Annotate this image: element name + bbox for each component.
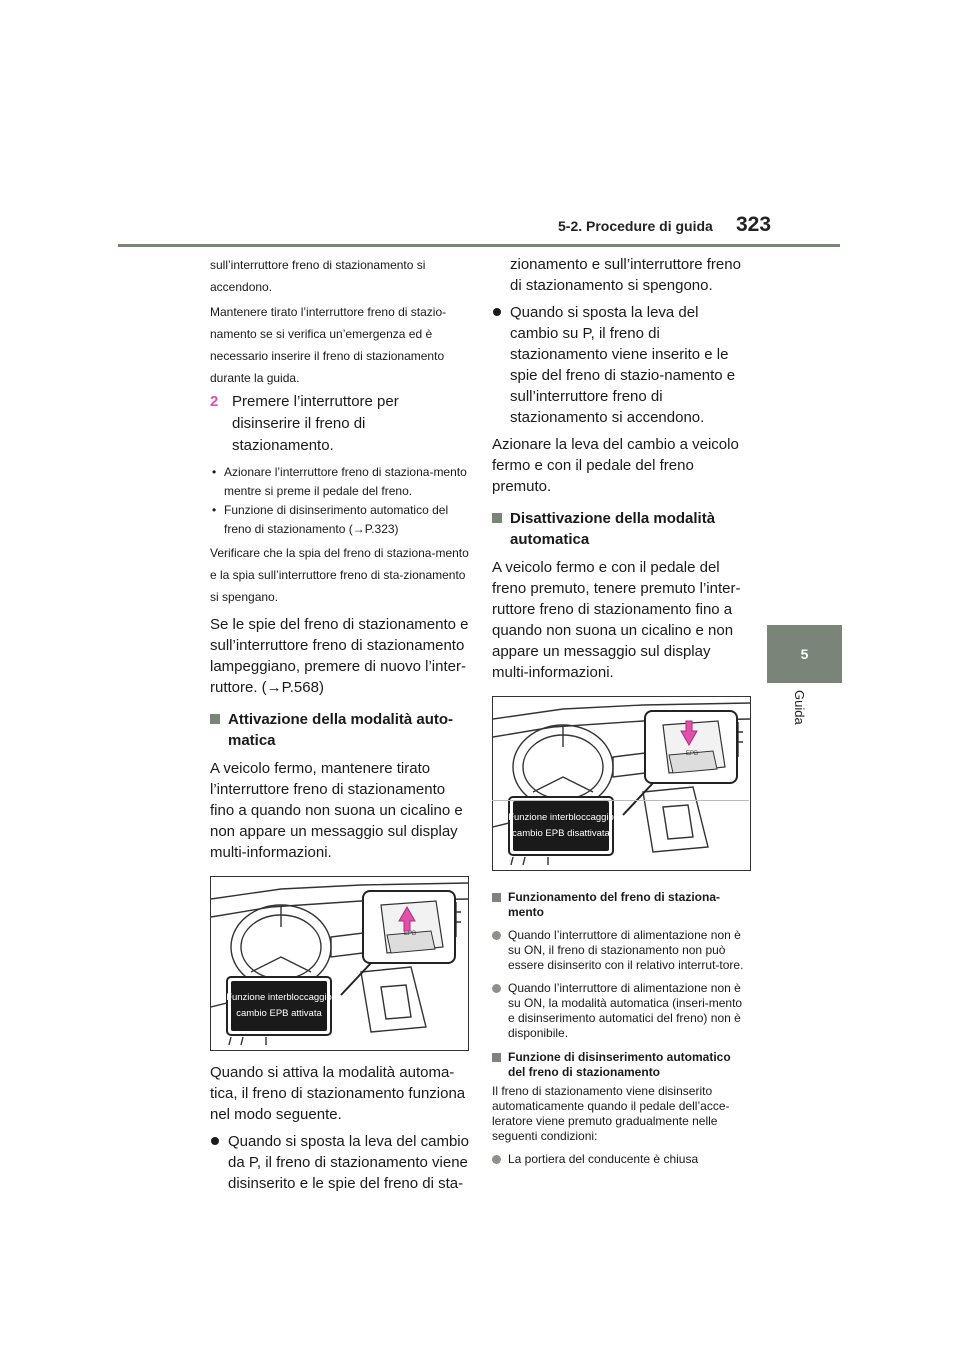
continued-text: zionamento e sull’interruttore freno di stazionamento si spengono.	[510, 256, 741, 294]
figure-message-line1: Funzione interbloccaggio	[508, 812, 614, 823]
round-bullet-icon	[492, 984, 501, 993]
note-text-2: Il freno di stazionamento viene disinserito automaticamente quando il pedale dell’acce-leratore viene premuto gradualmente nelle seguenti condizioni:	[492, 1084, 730, 1143]
operate-text: Azionare la leva del cambio a veicolo fermo e con il pedale del freno premuto.	[492, 436, 739, 495]
square-icon	[492, 513, 502, 523]
section-title: 5-2. Procedure di guida	[558, 218, 713, 234]
figure-message-line2: cambio EPB disattivata	[512, 828, 610, 839]
left-column	[210, 254, 470, 1194]
square-icon	[492, 1053, 501, 1062]
bullet-release-text: Quando si sposta la leva del cambio da P, il freno di stazionamento viene disinserito e le spie del freno di sta-	[228, 1133, 469, 1192]
round-bullet-icon	[211, 1137, 219, 1145]
activation-text: A veicolo fermo, mantenere tirato l’interruttore freno di stazionamento fino a quando non suona un cicalino e non appare un messaggio sul display multi-informazioni.	[210, 760, 463, 861]
bullet-engage	[492, 302, 750, 428]
square-icon	[492, 893, 501, 902]
note-bullet-1-text: Quando l’interruttore di alimentazione non è su ON, il freno di stazionamento non può essere disinserito con il relativo interrut-tore.	[508, 928, 744, 972]
heading-activation-text: Attivazione della modalità auto-matica	[228, 711, 454, 749]
note-heading-1-text: Funzionamento del freno di staziona-mento	[508, 890, 721, 919]
note-heading-2	[492, 1050, 750, 1080]
note-bullet-3	[492, 1152, 750, 1167]
step-number: 2	[210, 393, 219, 410]
figure-message-line2: cambio EPB attivata	[236, 1008, 322, 1019]
chapter-tab[interactable]	[767, 625, 842, 683]
intro-text-2: Mantenere tirato l’interruttore freno di stazio-namento se si verifica un’emergenza ed è necessario inserire il freno di stazionamento durante la guida.	[210, 305, 447, 385]
step-text: Premere l’interruttore per disinserire il freno di stazionamento.	[232, 393, 399, 454]
heading-deactivation-text: Disattivazione della modalità automatica	[510, 510, 716, 548]
step-bullet-2: • Funzione di disinserimento automatico del freno di stazionamento (→P.323)	[210, 501, 470, 539]
epb-label: EPB	[686, 751, 699, 757]
note-bullet-2-text: Quando l’interruttore di alimentazione non è su ON, la modalità automatica (inseri-mento e disinserimento automatici del freno) non è disponibile.	[508, 981, 743, 1040]
heading-activation	[210, 709, 470, 751]
chapter-label: Guida	[792, 690, 807, 725]
square-icon	[210, 714, 220, 724]
verify-text: Verificare che la spia del freno di staziona-mento e la spia sull’interruttore freno di sta-zionamento si spengano.	[210, 546, 469, 604]
after-figure-text: Quando si attiva la modalità automa-tica, il freno di stazionamento funziona nel modo seguente.	[210, 1064, 466, 1123]
round-bullet-icon	[493, 308, 501, 316]
heading-deactivation	[492, 508, 750, 550]
dashboard-illustration-icon	[493, 697, 750, 870]
note-heading-1	[492, 890, 750, 920]
note-bullet-3-text: La portiera del conducente è chiusa	[508, 1152, 699, 1166]
figure-message-line1: Funzione interbloccaggio	[226, 992, 332, 1003]
header-rule	[118, 244, 840, 247]
round-bullet-icon	[492, 1155, 501, 1164]
deactivation-text: A veicolo fermo e con il pedale del freno premuto, tenere premuto l’inter-ruttore freno di stazionamento fino a quando non suona un cicalino e non appare un messaggio sul display multi-informazioni.	[492, 559, 741, 681]
figure-epb-deactivated	[492, 696, 751, 871]
intro-text-1: sull’interruttore freno di stazionamento si accendono.	[210, 258, 426, 294]
flash-text: Se le spie del freno di stazionamento e sull’interruttore freno di stazionamento lampeggiano, premere di nuovo l’inter-ruttore. (→P.568)	[210, 616, 469, 696]
bullet-engage-text: Quando si sposta la leva del cambio su P, il freno di stazionamento viene inserito e le spie del freno di stazio-namento e sull’interruttore freno di stazionamento si accendono.	[510, 304, 736, 426]
epb-label: EPB	[404, 931, 417, 937]
step-bullet-1: • Azionare l’interruttore freno di staziona-mento mentre si preme il pedale del freno.	[210, 463, 470, 501]
dashboard-illustration-icon	[211, 877, 468, 1050]
figure-epb-activated	[210, 876, 469, 1051]
section-divider	[492, 800, 749, 801]
round-bullet-icon	[492, 931, 501, 940]
step-2	[210, 391, 470, 457]
note-bullet-2	[492, 981, 750, 1041]
note-bullet-1	[492, 928, 750, 973]
bullet-release	[210, 1131, 470, 1194]
page-number: 323	[736, 213, 772, 236]
note-heading-2-text: Funzione di disinserimento automatico del freno di stazionamento	[508, 1050, 731, 1079]
chapter-number: 5	[800, 646, 809, 662]
right-column	[492, 254, 750, 1167]
